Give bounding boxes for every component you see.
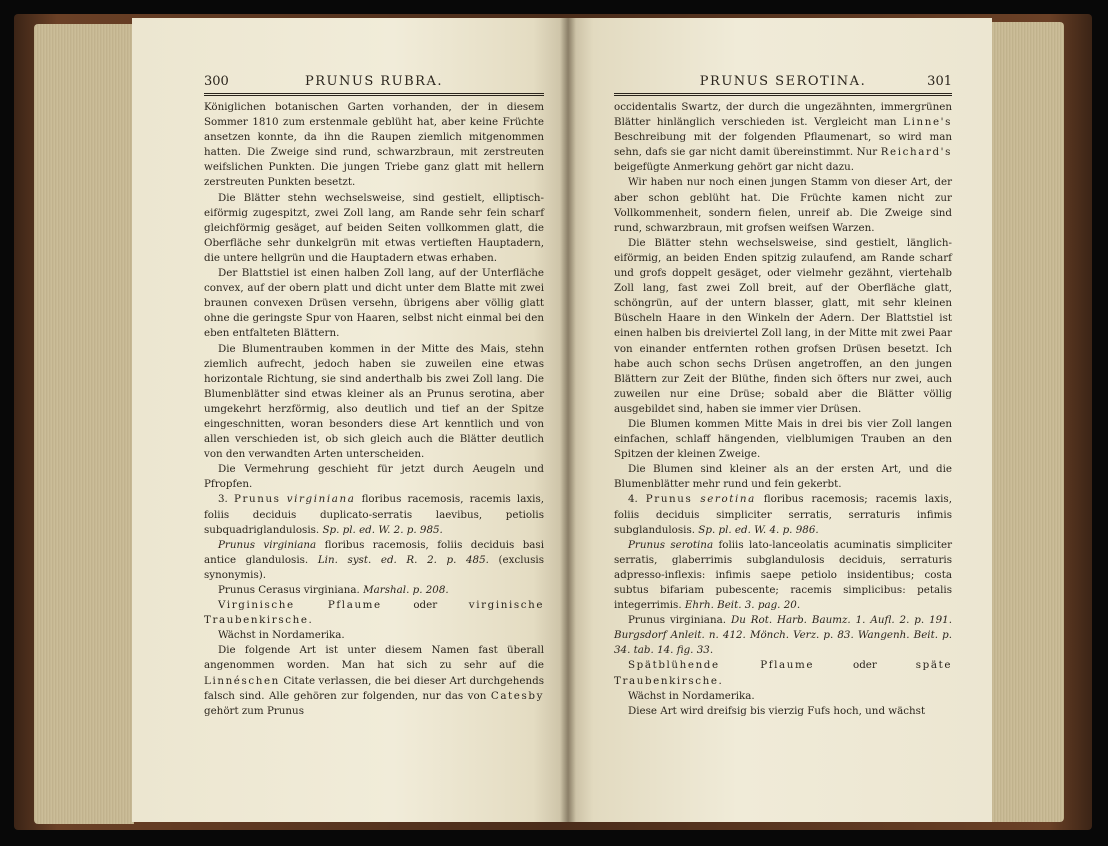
right-paragraph-1 bbox=[614, 100, 952, 175]
left-paragraph-4: Die Blumentrauben kommen in der Mitte des Mais, stehn ziemlich aufrecht, jedoch haben sie zuweilen eine etwas horizontale Richtung, sie sind anderthalb bis zwei Zoll lang. Die Blumenblätter sind etwas kleiner als an Prunus serotina, aber umgekehrt herzförmig, also deutlich und tief an der Spitze eingeschnitten, woran besonders diese Art kenntlich und von allen verschieden ist, ob sich gleich auch die Blätter deutlich von den verwandten Arten unterscheiden. bbox=[204, 342, 544, 461]
closing-part-3: gehört zum Prunus bbox=[204, 704, 304, 717]
species-3-reference: Sp. pl. ed. W. 2. p. 985. bbox=[322, 523, 443, 536]
species-3-genus: Prunus bbox=[233, 493, 281, 506]
syn-4-1-ref: Ehrh. Beit. 3. pag. 20. bbox=[684, 599, 801, 612]
species-4-diagnosis: floribus racemosis; racemis laxis, foliis deciduis simpliciter serratis, serraturis infimis subglandulosis. bbox=[614, 493, 952, 536]
species-4-synonym-2 bbox=[614, 613, 952, 658]
left-paragraph-5: Die Vermehrung geschieht für jetzt durch Aeugeln und Pfropfen. bbox=[204, 463, 544, 491]
species-4-number: 4. bbox=[628, 493, 638, 506]
species-3-name: virginiana bbox=[286, 493, 356, 506]
common-3-a: Virginische Pflaume bbox=[218, 599, 382, 612]
right-paragraph-2: Wir haben nur noch einen jungen Stamm von dieser Art, der aber schon geblüht hat. Die Früchte kamen nicht zur Vollkommenheit, sondern fielen, unreif ab. Die Zweige sind rund, schwarzbraun, mit grofsen weifsen Warzen. bbox=[614, 176, 952, 234]
left-closing-paragraph bbox=[204, 643, 544, 718]
right-paragraph-4: Die Blumen kommen Mitte Mais in drei bis vier Zoll langen einfachen, schlaff hängenden, vielblumigen Trauben an den Spitzen der kleinen Zweige. bbox=[614, 417, 952, 461]
species-4-genus: Prunus bbox=[645, 493, 693, 506]
rp1-c: beigefügte Anmerkung gehört gar nicht dazu. bbox=[614, 161, 854, 174]
syn-3-2-ref: Marshal. p. 208. bbox=[363, 584, 449, 596]
right-running-title: PRUNUS SEROTINA. bbox=[699, 74, 867, 89]
rp1-author2: Reichard's bbox=[880, 146, 952, 159]
species-3-common-name bbox=[204, 598, 544, 628]
right-paragraph-5: Die Blumen sind kleiner als an der ersten Art, und die Blumenblätter mehr rund und fein gekerbt. bbox=[614, 463, 952, 491]
species-4-synonym-1 bbox=[614, 538, 952, 613]
species-3-diagnosis: floribus racemosis, racemis laxis, foliis deciduis duplicato-serratis laevibus, petiolis subquadriglandulosis. bbox=[204, 493, 545, 536]
left-page bbox=[132, 18, 568, 822]
common-4-b: späte Traubenkirsche. bbox=[614, 659, 953, 687]
left-paragraph-3: Der Blattstiel ist einen halben Zoll lang, auf der Unterfläche convex, auf der obern platt und dicht unter dem Blatte mit zwei braunen convexen Drüsen versehn, übrigens aber völlig glatt ohne die geringste Spur von Haaren, selbst nicht einmal bei den eben entfalteten Blättern. bbox=[204, 267, 544, 340]
left-page-number: 300 bbox=[204, 74, 229, 89]
right-page bbox=[568, 18, 992, 822]
right-closing-line: Diese Art wird dreifsig bis vierzig Fufs hoch, und wächst bbox=[628, 704, 926, 717]
syn-3-1-name: Prunus virginiana bbox=[218, 538, 317, 551]
species-3-synonym-1 bbox=[204, 538, 544, 583]
common-4-mid: oder bbox=[853, 659, 877, 672]
species-4-habitat: Wächst in Nordamerika. bbox=[628, 689, 755, 702]
right-header-rule bbox=[614, 93, 952, 96]
species-4-reference: Sp. pl. ed. W. 4. p. 986. bbox=[698, 523, 819, 536]
species-4-common-name bbox=[614, 658, 952, 688]
rp1-author: Linne's bbox=[903, 116, 952, 129]
right-page-header bbox=[614, 74, 952, 94]
rp1-a: occidentalis Swartz, der durch die ungezähnten, immergrünen Blätter hinlänglich verschieden ist. Vergleicht man bbox=[614, 101, 952, 129]
syn-4-2-text: Prunus virginiana. bbox=[628, 614, 726, 627]
species-3-number: 3. bbox=[218, 493, 228, 506]
syn-3-2-text: Prunus Cerasus virginiana. bbox=[218, 584, 360, 596]
left-paragraph-2: Die Blätter stehn wechselsweise, sind gestielt, elliptisch-eiförmig zugespitzt, zwei Zoll lang, am Rande sehr fein scharf gleichförmig gesäget, auf beiden Seiten vollkommen glatt, die Oberfläche sehr dunkelgrün mit etwas vertieften Hauptadern, die untere hellgrün und die Hauptadern etwas erhaben. bbox=[204, 191, 544, 264]
left-page-text bbox=[204, 100, 544, 719]
right-page-number: 301 bbox=[927, 74, 952, 89]
species-3-synonym-2 bbox=[204, 583, 544, 598]
rp1-b: Beschreibung mit der folgenden Pflaumenart, so wird man sehn, dafs sie gar nicht damit übereinstimmt. Nur bbox=[614, 131, 952, 159]
closing-part-1: Die folgende Art ist unter diesem Namen fast überall angenommen worden. Man hat sich zu sehr auf die bbox=[204, 644, 544, 672]
common-4-a: Spätblühende Pflaume bbox=[628, 659, 815, 672]
common-3-b: virginische Traubenkirsche. bbox=[204, 599, 545, 627]
syn-3-1-tail: (exclusis synonymis). bbox=[204, 553, 545, 581]
species-entry-4 bbox=[614, 492, 952, 537]
left-running-title: PRUNUS RUBRA. bbox=[305, 74, 443, 89]
syn-3-1-text: floribus racemosis, foliis deciduis basi antice glandulosis. bbox=[204, 538, 545, 566]
species-entry-3 bbox=[204, 492, 544, 537]
right-page-text bbox=[614, 100, 952, 719]
left-header-rule bbox=[204, 93, 544, 96]
syn-4-1-text: foliis lato-lanceolatis acuminatis simpliciter serratis, glaberrimis subglandulosis deciduis, serraturis adpresso-inflexis: infimis saepe petiolo insidentibus; costa subtus bifariam pubescente; racemis simplicibus: petalis integerrimis. bbox=[614, 538, 953, 612]
species-4-name: serotina bbox=[700, 493, 756, 506]
left-paragraph-1: Königlichen botanischen Garten vorhanden, der in diesem Sommer 1810 zum erstenmale geblüht hat, aber keine Früchte ansetzen konnte, da ihn die Raupen ziemlich mitgenommen hatten. Die Zweige sind rund, schwarzbraun, mit zerstreuten weifslichen Punkten. Die jungen Triebe ganz glatt mit hellern zerstreuten Punkten besetzt. bbox=[204, 101, 544, 189]
page-edges-left bbox=[34, 24, 134, 824]
common-3-mid: oder bbox=[413, 599, 438, 612]
closing-author-2: Catesby bbox=[490, 689, 544, 702]
left-page-header bbox=[204, 74, 544, 94]
syn-3-1-ref: Lin. syst. ed. R. 2. p. 485. bbox=[317, 553, 489, 566]
book-gutter bbox=[560, 18, 576, 822]
syn-4-2-ref: Du Rot. Harb. Baumz. 1. Aufl. 2. p. 191. Burgsdorf Anleit. n. 412. Mönch. Verz. p. 83. Wangenh. Beit. p. 34. tab. 14. fig. 33. bbox=[614, 614, 953, 657]
species-3-habitat: Wächst in Nordamerika. bbox=[218, 629, 345, 642]
closing-author-1: Linnéschen bbox=[204, 674, 280, 687]
syn-4-1-name: Prunus serotina bbox=[628, 538, 714, 551]
right-paragraph-3: Die Blätter stehn wechselsweise, sind gestielt, länglich-eiförmig, an beiden Enden spitzig zulaufend, am Rande scharf und grofs doppelt gesäget, oder vielmehr gezähnt, viertehalb Zoll lang, fast zwei Zoll breit, auf der Oberfläche glatt, schöngrün, auf der untern blasser, glatt, mit sehr kleinen Büscheln Haare in den Winkeln der Adern. Der Blattstiel ist einen halben bis dreiviertel Zoll lang, in der Mitte mit zwei Paar von einander entfernten rothen grofsen Drüsen besetzt. Ich habe auch schon sechs Drüsen angetroffen, an den jungen Blättern zur Zeit der Blüthe, finden sich öfters nur zwei, auch zuweilen nur eine Drüse; sobald aber die Blätter völlig ausgebildet sind, haben sie immer vier Drüsen. bbox=[614, 236, 952, 415]
closing-part-2: Citate verlassen, die bei dieser Art durchgehends falsch sind. Alle gehören zur folgenden, nur das von bbox=[204, 674, 544, 702]
page-edges-right bbox=[988, 22, 1064, 822]
